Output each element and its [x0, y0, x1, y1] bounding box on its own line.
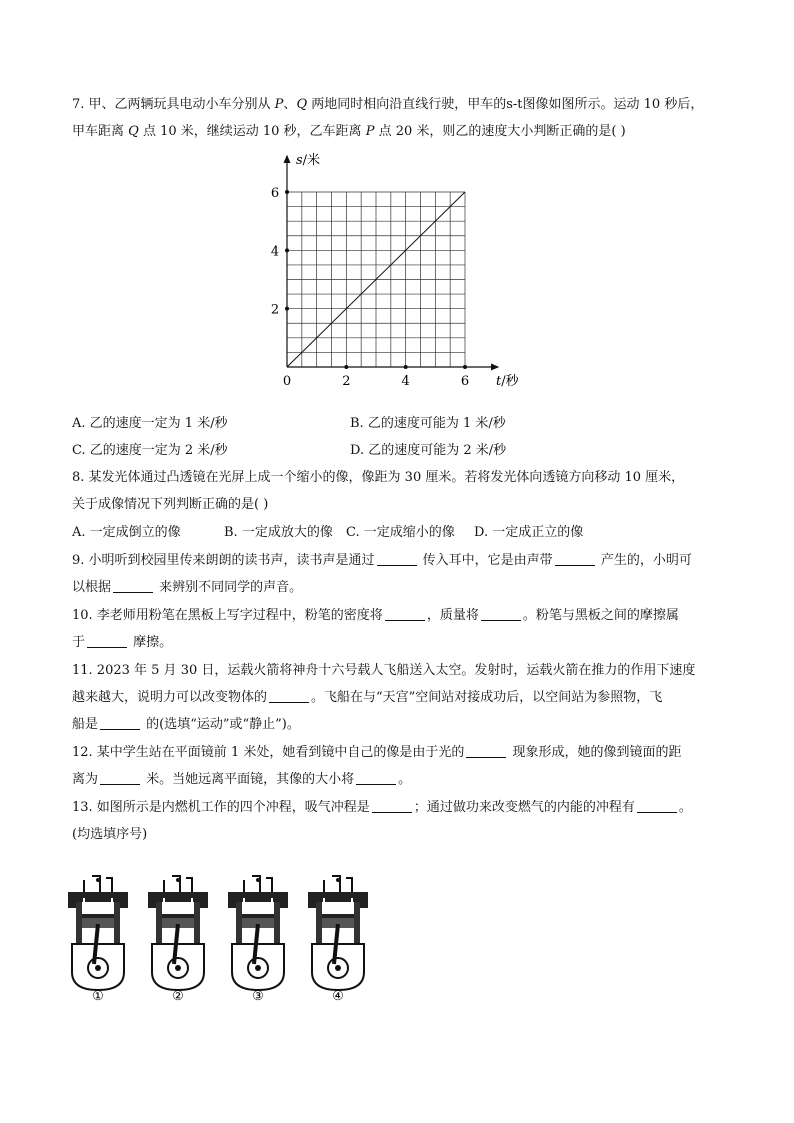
- q8-option-a[interactable]: A. 一定成倒立的像: [72, 525, 181, 540]
- origin-label: 0: [282, 374, 292, 389]
- y-tick-mark: [285, 190, 289, 194]
- y-tick-label: 4: [270, 244, 280, 260]
- q11-blank-1[interactable]: [269, 690, 309, 703]
- q11-blank-2[interactable]: [100, 717, 140, 730]
- x-tick-label: 4: [401, 374, 410, 389]
- x-tick-mark: [463, 365, 467, 369]
- q8-option-b[interactable]: B. 一定成放大的像: [224, 525, 333, 540]
- x-axis-label: t/秒: [496, 374, 519, 389]
- q7-option-d[interactable]: D. 乙的速度可能为 2 米/秒: [350, 443, 507, 458]
- q9-blank-3[interactable]: [113, 580, 153, 593]
- q9-blank-2[interactable]: [555, 553, 595, 566]
- q7-line-1: 7. 甲、乙两辆玩具电动小车分别从 P、Q 两地同时相向沿直线行驶，甲车的s-t图像如图所示。运动 10 秒后，: [72, 97, 704, 112]
- q9-blank-1[interactable]: [377, 553, 417, 566]
- q13-blank-2[interactable]: [637, 800, 677, 813]
- q8-option-d[interactable]: D. 一定成正立的像: [474, 525, 584, 540]
- engine-stroke-4: [308, 876, 368, 990]
- q9-line-2: 以根据 来辨别不同同学的声音。: [72, 580, 303, 595]
- y-tick-mark: [285, 307, 289, 311]
- engine-stroke-2: [148, 876, 208, 990]
- engine-label-3: ③: [252, 989, 264, 1004]
- q8-line-1: 8. 某发光体通过凸透镜在光屏上成一个缩小的像，像距为 30 厘米。若将发光体向透镜方向移动 10 厘米，: [72, 470, 685, 485]
- q10-blank-2[interactable]: [481, 608, 521, 621]
- q12-blank-3[interactable]: [356, 772, 396, 785]
- point-p: P: [274, 97, 284, 112]
- q13-blank-1[interactable]: [372, 800, 412, 813]
- engine-stroke-3: [228, 876, 288, 990]
- s-t-chart: [250, 148, 540, 398]
- q10-blank-3[interactable]: [87, 635, 127, 648]
- y-tick-label: 6: [270, 186, 280, 201]
- q11-line-1: 11. 2023 年 5 月 30 日，运载火箭将神舟十六号载人飞船送入太空。发射时，运载火箭在推力的作用下速度: [72, 663, 696, 678]
- engine-label-1: ①: [92, 989, 104, 1004]
- engine-strokes-figure: [62, 872, 382, 1004]
- y-tick-label: 2: [270, 302, 280, 318]
- q12-line-2: 离为 米。当她远离平面镜，其像的大小将 。: [72, 772, 412, 787]
- engine-stroke-1: [68, 876, 128, 990]
- engine-label-4: ④: [332, 989, 344, 1004]
- q11-line-2: 越来越大，说明力可以改变物体的 。飞船在与“天宫”空间站对接成功后，以空间站为参照物，飞: [72, 690, 663, 705]
- q7-option-a[interactable]: A. 乙的速度一定为 1 米/秒: [72, 416, 228, 431]
- q12-blank-1[interactable]: [466, 745, 506, 758]
- x-tick-mark: [344, 365, 348, 369]
- q13-line-1: 13. 如图所示是内燃机工作的四个冲程，吸气冲程是 ；通过做功来改变燃气的内能的冲程有 。: [72, 800, 692, 815]
- q7-option-b[interactable]: B. 乙的速度可能为 1 米/秒: [350, 416, 506, 431]
- y-tick-mark: [285, 248, 289, 252]
- q13-line-2: (均选填序号): [72, 827, 148, 842]
- x-tick-mark: [404, 365, 408, 369]
- point-q: Q: [296, 97, 308, 112]
- q9-line-1: 9. 小明听到校园里传来朗朗的读书声，读书声是通过 传入耳中，它是由声带 产生的，小明可: [72, 553, 692, 568]
- q8-line-2: 关于成像情况下列判断正确的是( ): [72, 497, 269, 512]
- q11-line-3: 船是 的(选填“运动”或“静止”)。: [72, 717, 300, 732]
- x-tick-label: 6: [460, 374, 470, 389]
- y-axis-label: s/米: [296, 153, 321, 168]
- engine-label-2: ②: [172, 989, 184, 1004]
- q12-blank-2[interactable]: [100, 772, 140, 785]
- x-tick-label: 2: [342, 374, 351, 389]
- q7-option-c[interactable]: C. 乙的速度一定为 2 米/秒: [72, 443, 228, 458]
- q8-option-c[interactable]: C. 一定成缩小的像: [346, 525, 455, 540]
- q12-line-1: 12. 某中学生站在平面镜前 1 米处，她看到镜中自己的像是由于光的 现象形成，她的像到镜面的距: [72, 745, 682, 760]
- q10-line-2: 于 摩擦。: [72, 635, 173, 650]
- q10-blank-1[interactable]: [385, 608, 425, 621]
- q10-line-1: 10. 李老师用粉笔在黑板上写字过程中，粉笔的密度将 ，质量将 。粉笔与黑板之间的摩擦属: [72, 608, 679, 623]
- q7-line-2: 甲车距离 Q 点 10 米，继续运动 10 秒，乙车距离 P 点 20 米，则乙的速度大小判断正确的是( ): [72, 124, 626, 139]
